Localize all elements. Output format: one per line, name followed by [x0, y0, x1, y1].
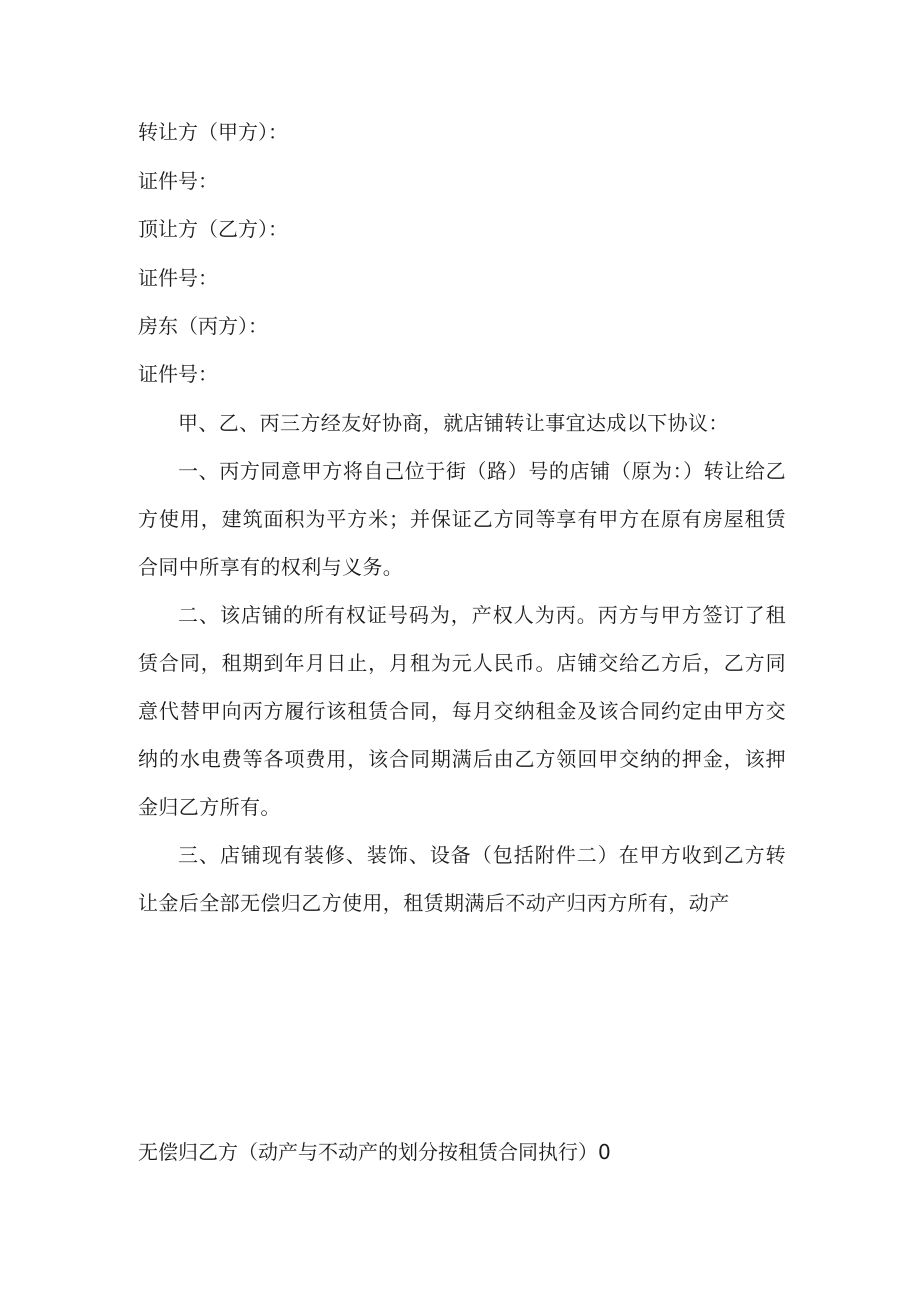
clause-2-paragraph: 二、该店铺的所有权证号码为，产权人为丙。丙方与甲方签订了租赁合同，租期到年月日止，月租为元人民币。店铺交给乙方后，乙方同意代替甲向丙方履行该租赁合同，每月交纳租金及该合同约定由甲方交纳的水电费等各项费用，该合同期满后由乙方领回甲交纳的押金，该押金归乙方所有。: [138, 603, 786, 819]
transferee-id-field: 证件号：: [138, 266, 218, 290]
landlord-field: 房东（丙方）：: [138, 314, 268, 338]
transferor-field: 转让方（甲方）：: [138, 120, 288, 144]
transferee-field: 顶让方（乙方）：: [138, 217, 288, 241]
intro-paragraph: 甲、乙、丙三方经友好协商，就店铺转让事宜达成以下协议：: [178, 411, 729, 435]
clause-1-paragraph: 一、丙方同意甲方将自己位于街（路）号的店铺（原为：）转让给乙方使用，建筑面积为平方米；并保证乙方同等享有甲方在原有房屋租赁合同中所享有的权利与义务。: [138, 459, 786, 579]
clause-3-paragraph: 三、店铺现有装修、装饰、设备（包括附件二）在甲方收到乙方转让金后全部无偿归乙方使用，租赁期满后不动产归丙方所有，动产: [138, 843, 786, 915]
transferor-id-field: 证件号：: [138, 169, 218, 193]
landlord-id-field: 证件号：: [138, 362, 218, 386]
continuation-line: 无偿归乙方（动产与不动产的划分按租赁合同执行）0: [138, 1140, 611, 1164]
